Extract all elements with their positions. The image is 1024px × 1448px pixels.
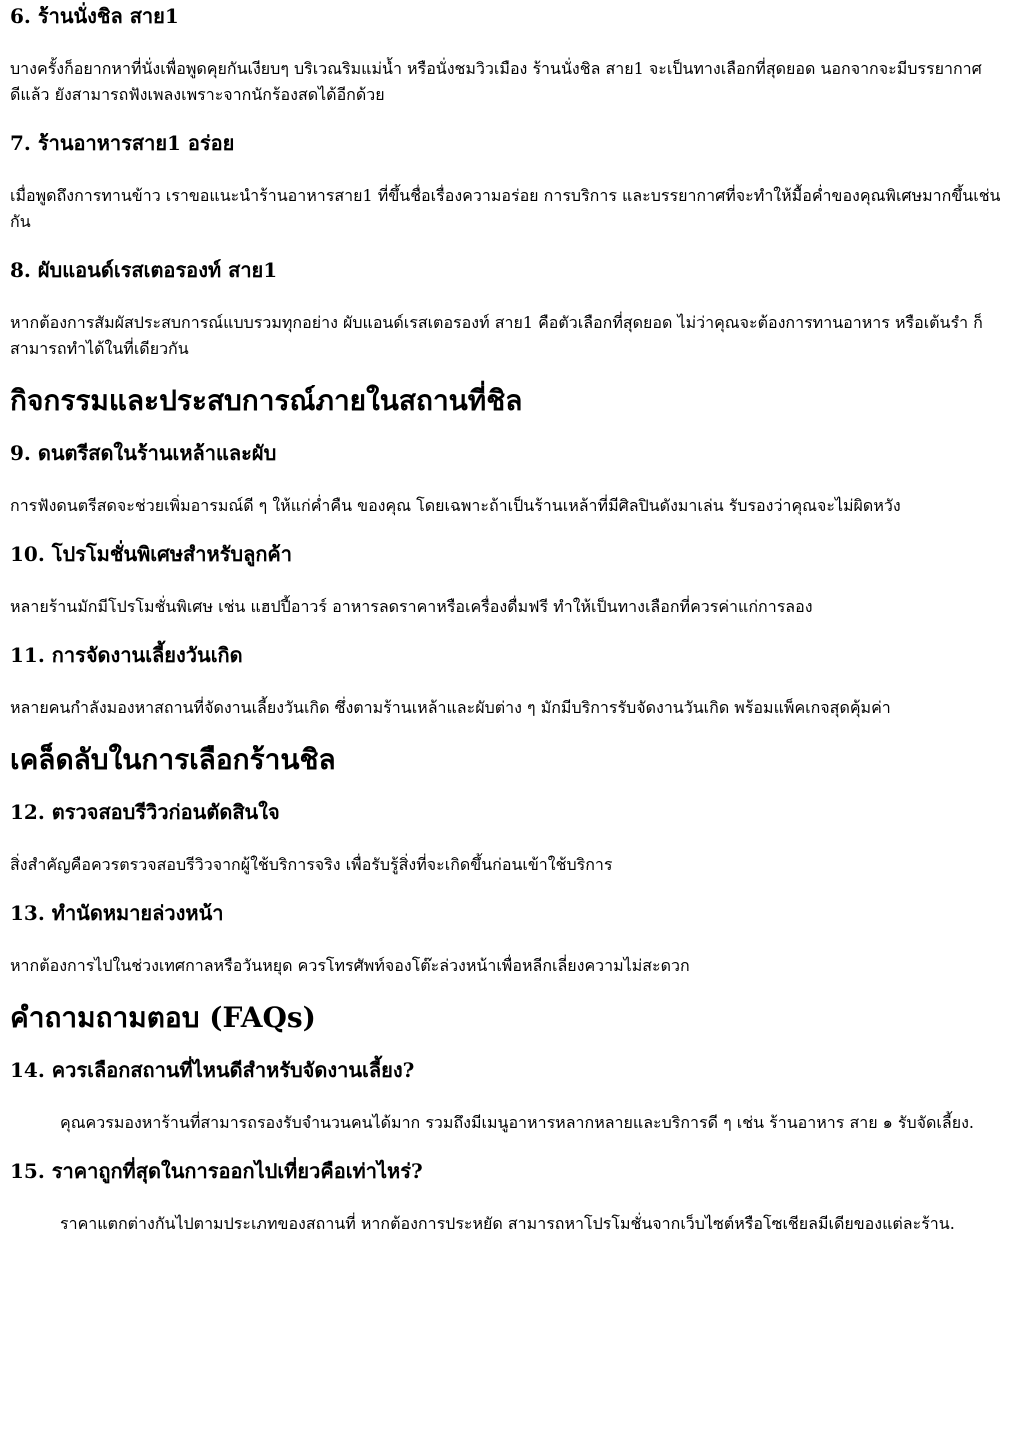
heading-8: 8. ผับแอนด์เรสเตอรองท์ สาย1: [10, 258, 278, 282]
heading-12: 12. ตรวจสอบรีวิวก่อนตัดสินใจ: [10, 800, 280, 824]
section-heading-activities: กิจกรรมและประสบการณ์ภายในสถานที่ชิล: [10, 384, 523, 417]
paragraph-11: หลายคนกำลังมองหาสถานที่จัดงานเลี้ยงวันเกิด ซึ่งตามร้านเหล้าและผับต่าง ๆ มักมีบริการรับจัดงานวันเกิด พร้อมแพ็คเกจสุดคุ้มค่า: [10, 698, 891, 717]
faq-answer-15: ราคาแตกต่างกันไปตามประเภทของสถานที่ หากต้องการประหยัด สามารถหาโปรโมชั่นจากเว็บไซต์หรือโซเชียลมีเดียของแต่ละร้าน.: [60, 1214, 955, 1233]
section-heading-tips: เคล็ดลับในการเลือกร้านชิล: [10, 743, 336, 776]
paragraph-12: สิ่งสำคัญคือควรตรวจสอบรีวิวจากผู้ใช้บริการจริง เพื่อรับรู้สิ่งที่จะเกิดขึ้นก่อนเข้าใช้บริการ: [10, 855, 613, 874]
heading-6: 6. ร้านนั่งชิล สาย1: [10, 4, 179, 28]
paragraph-8: หากต้องการสัมผัสประสบการณ์แบบรวมทุกอย่าง ผับแอนด์เรสเตอรองท์ สาย1 คือตัวเลือกที่สุดยอด ไม่ว่าคุณจะต้องการทานอาหาร หรือเต้นรำ ก็สามารถทำได้ในที่เดียวกัน: [10, 313, 983, 358]
heading-11: 11. การจัดงานเลี้ยงวันเกิด: [10, 643, 243, 667]
section-heading-faq: คำถามถามตอบ (FAQs): [10, 1001, 316, 1034]
paragraph-13: หากต้องการไปในช่วงเทศกาลหรือวันหยุด ควรโทรศัพท์จองโต๊ะล่วงหน้าเพื่อหลีกเลี่ยงความไม่สะดวก: [10, 956, 690, 975]
faq-answer-14: คุณควรมองหาร้านที่สามารถรองรับจำนวนคนได้มาก รวมถึงมีเมนูอาหารหลากหลายและบริการดี ๆ เช่น ร้านอาหาร สาย ๑ รับจัดเลี้ยง.: [60, 1113, 974, 1132]
heading-13: 13. ทำนัดหมายล่วงหน้า: [10, 901, 224, 925]
paragraph-6: บางครั้งก็อยากหาที่นั่งเพื่อพูดคุยกันเงียบๆ บริเวณริมแม่น้ำ หรือนั่งชมวิวเมือง ร้านนั่งชิล สาย1 จะเป็นทางเลือกที่สุดยอด นอกจากจะมีบรรยากาศดีแล้ว ยังสามารถฟังเพลงเพราะจากนักร้องสดได้อีกด้วย: [10, 59, 982, 104]
heading-10: 10. โปรโมชั่นพิเศษสำหรับลูกค้า: [10, 542, 293, 566]
paragraph-10: หลายร้านมักมีโปรโมชั่นพิเศษ เช่น แฮปปี้อาวร์ อาหารลดราคาหรือเครื่องดื่มฟรี ทำให้เป็นทางเลือกที่ควรค่าแก่การลอง: [10, 597, 813, 616]
article-content: [0, 2, 1024, 1237]
heading-9: 9. ดนตรีสดในร้านเหล้าและผับ: [10, 441, 277, 465]
heading-14: 14. ควรเลือกสถานที่ไหนดีสำหรับจัดงานเลี้ยง?: [10, 1058, 415, 1082]
heading-15: 15. ราคาถูกที่สุดในการออกไปเที่ยวคือเท่าไหร่?: [10, 1159, 423, 1183]
paragraph-9: การฟังดนตรีสดจะช่วยเพิ่มอารมณ์ดี ๆ ให้แก่ค่ำคืน ของคุณ โดยเฉพาะถ้าเป็นร้านเหล้าที่มีศิลปินดังมาเล่น รับรองว่าคุณจะไม่ผิดหวัง: [10, 496, 901, 515]
paragraph-7: เมื่อพูดถึงการทานข้าว เราขอแนะนำร้านอาหารสาย1 ที่ขึ้นชื่อเรื่องความอร่อย การบริการ และบรรยากาศที่จะทำให้มื้อค่ำของคุณพิเศษมากขึ้นเช่นกัน: [10, 186, 1001, 231]
heading-7: 7. ร้านอาหารสาย1 อร่อย: [10, 131, 235, 155]
